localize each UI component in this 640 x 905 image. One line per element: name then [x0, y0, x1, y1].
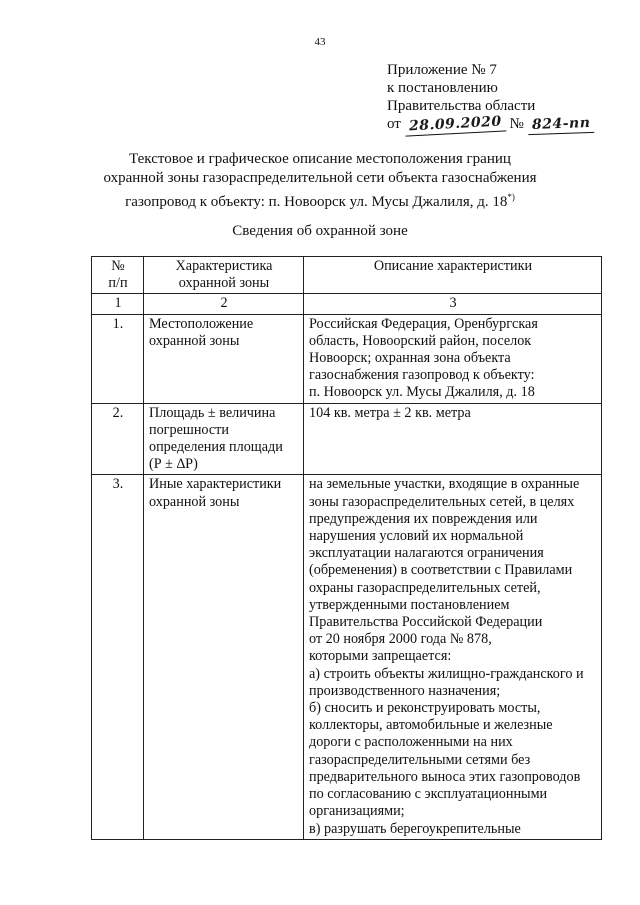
column-number-2: 2 — [144, 294, 304, 314]
description-line: газоснабжения газопровод к объекту: — [309, 367, 535, 384]
row-description — [304, 475, 602, 839]
header-characteristic — [144, 257, 304, 294]
header-description: Описание характеристики — [304, 257, 602, 294]
appendix-line-1: Приложение № 7 — [387, 62, 497, 78]
row-characteristic — [144, 403, 304, 475]
description-line: по согласованию с эксплуатационными — [309, 786, 548, 803]
description-line: п. Новоорск ул. Мусы Джалиля, д. 18 — [309, 384, 535, 401]
page-number: 43 — [314, 36, 326, 48]
section-subtitle: Сведения об охранной зоне — [232, 223, 408, 239]
description-line: организациями; — [309, 803, 405, 820]
description-line: дороги с расположенными на них — [309, 734, 513, 751]
appendix-block — [387, 61, 594, 134]
description-line: охраны газораспределительных сетей, — [309, 579, 541, 596]
characteristic-line: погрешности — [149, 421, 229, 438]
description-line: предупреждения их повреждения или — [309, 510, 538, 527]
description-line: эксплуатации налагаются ограничения — [309, 545, 544, 562]
appendix-line-2: к постановлению — [387, 80, 498, 96]
characteristic-line: охранной зоны — [149, 493, 240, 510]
row-number: 2. — [92, 403, 144, 475]
footnote-mark: *) — [507, 192, 515, 202]
title-line-1: Текстовое и графическое описание местоположения границ — [129, 151, 511, 167]
description-line: на земельные участки, входящие в охранные — [309, 476, 580, 493]
handwritten-date: 28.09.2020 — [404, 112, 506, 136]
description-line: от 20 ноября 2000 года № 878, — [309, 631, 492, 648]
row-description — [304, 403, 602, 475]
zone-info-table — [91, 256, 602, 840]
characteristic-line: (Р ± ∆Р) — [149, 456, 198, 473]
description-line: предварительного выноса этих газопроводов — [309, 768, 581, 785]
row-number: 1. — [92, 314, 144, 403]
title-line-2: охранной зоны газораспределительной сети объекта газоснабжения — [103, 170, 537, 186]
header-number-line-1: № — [111, 258, 125, 274]
from-label: от — [387, 116, 401, 132]
characteristic-line: Местоположение — [149, 315, 254, 332]
column-number-3: 3 — [304, 294, 602, 314]
description-line: которыми запрещается: — [309, 648, 452, 665]
header-characteristic-line-2: охранной зоны — [178, 275, 270, 292]
description-line: в) разрушать берегоукрепительные — [309, 820, 521, 837]
table-row — [92, 314, 602, 403]
table-row — [92, 475, 602, 839]
characteristic-line: Площадь ± величина — [149, 404, 276, 421]
row-number: 3. — [92, 475, 144, 839]
characteristic-line: охранной зоны — [149, 332, 240, 349]
row-characteristic — [144, 475, 304, 839]
description-line: (обременения) в соответствии с Правилами — [309, 562, 573, 579]
document-title — [0, 150, 640, 212]
description-line: а) строить объекты жилищно-гражданского и — [309, 665, 584, 682]
appendix-date-row — [387, 115, 594, 134]
description-line: производственного назначения; — [309, 682, 501, 699]
characteristic-line: определения площади — [149, 439, 283, 456]
description-line: Новоорск; охранная зона объекта — [309, 350, 511, 367]
header-number — [92, 257, 144, 294]
description-line: Правительства Российской Федерации — [309, 614, 543, 631]
description-line: Российская Федерация, Оренбургская — [309, 315, 538, 332]
characteristic-line: Иные характеристики — [149, 476, 282, 493]
description-line: зоны газораспределительных сетей, в целях — [309, 493, 575, 510]
title-line-3-text: газопровод к объекту: п. Новоорск ул. Мусы Джалиля, д. 18 — [125, 194, 508, 210]
title-line-3 — [0, 188, 640, 212]
row-characteristic — [144, 314, 304, 403]
description-line: нарушения условий их нормальной — [309, 528, 524, 545]
description-line: утвержденными постановлением — [309, 596, 510, 613]
description-line: 104 кв. метра ± 2 кв. метра — [309, 404, 471, 421]
table-header-row — [92, 257, 602, 294]
row-description — [304, 314, 602, 403]
description-line: область, Новоорский район, поселок — [309, 332, 532, 349]
description-line: газораспределительными сетями без — [309, 751, 531, 768]
header-number-line-2: п/п — [108, 275, 128, 292]
description-line: б) сносить и реконструировать мосты, — [309, 700, 541, 717]
appendix-line-3: Правительства области — [387, 98, 536, 114]
number-label: № — [509, 116, 524, 132]
header-characteristic-line-1: Характеристика — [175, 258, 273, 274]
handwritten-number: 824-пп — [528, 114, 595, 135]
column-number-row — [92, 294, 602, 314]
column-number-1: 1 — [92, 294, 144, 314]
table-row — [92, 403, 602, 475]
description-line: коллекторы, автомобильные и железные — [309, 717, 553, 734]
